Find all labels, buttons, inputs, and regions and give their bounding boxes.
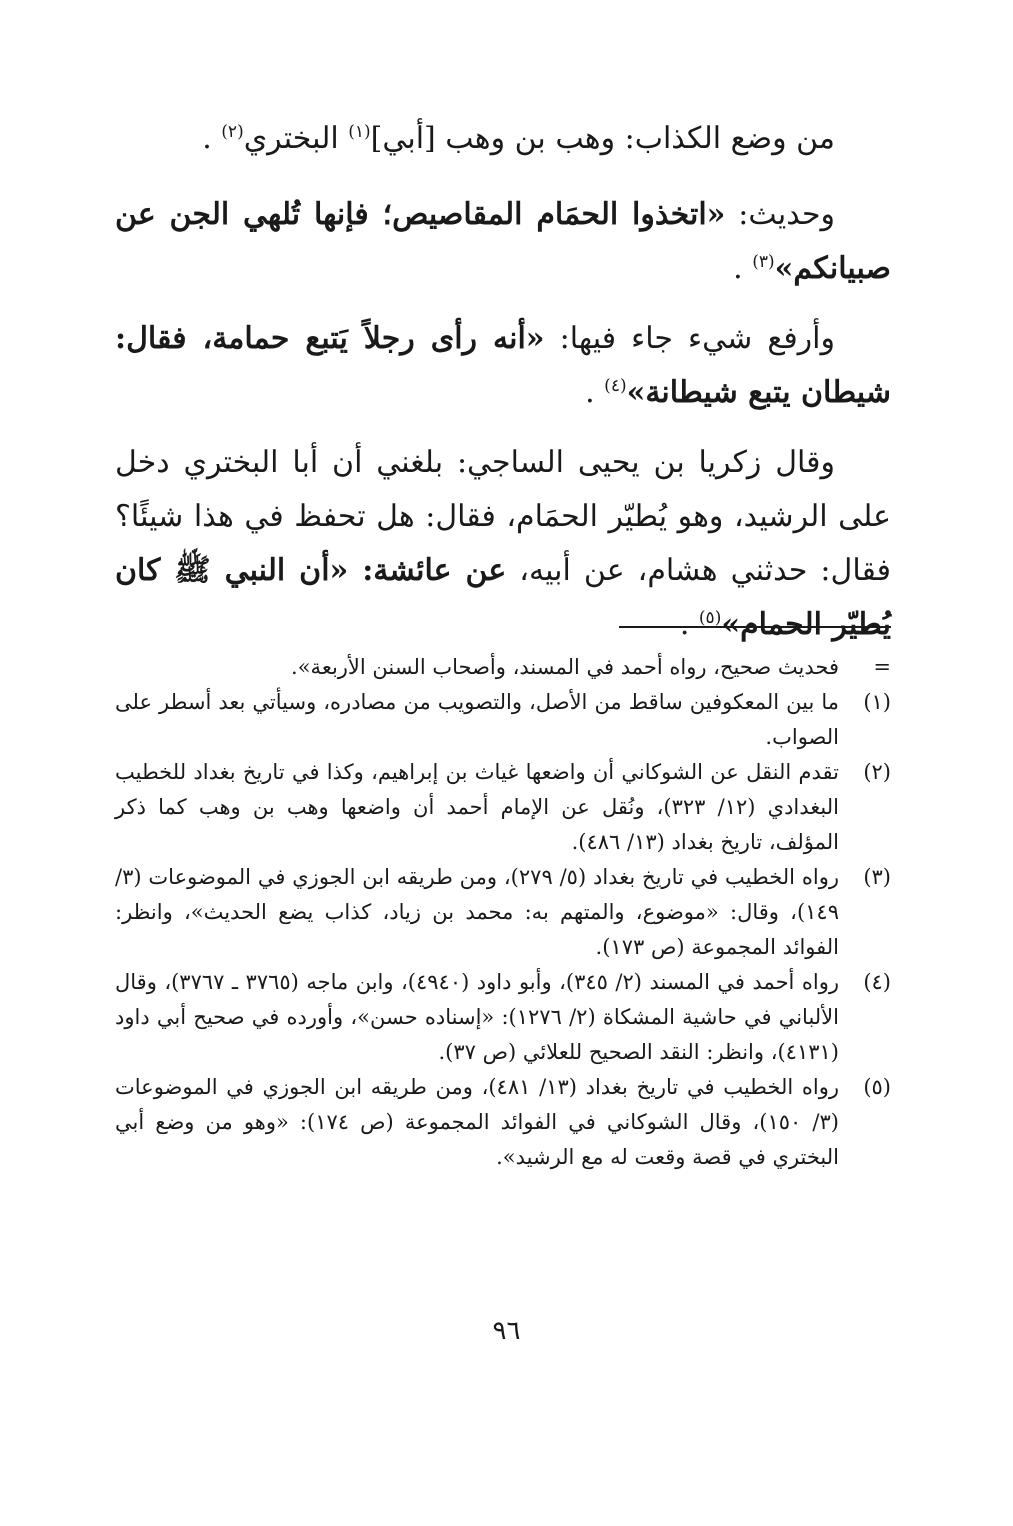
paragraph-4-end: . — [679, 607, 699, 642]
paragraph-3-lead: وأرفع شيء جاء فيها: — [544, 321, 835, 356]
footnote-2 — [115, 755, 891, 860]
footnote-number: (١) — [863, 690, 891, 714]
paragraph-1-text: من وضع الكذاب: وهب بن وهب [أبي] — [370, 121, 835, 156]
footnote-text: تقدم النقل عن الشوكاني أن واضعها غياث بن إبراهيم، وكذا في تاريخ بغداد للخطيب البغدادي (١٢/ ٣٢٣)، ونُقل عن الإمام أحمد أن واضعها وهب بن وهب كما ذكر المؤلف، تاريخ بغداد (١٣/ ٤٨٦). — [115, 760, 839, 854]
footnote-ref-5: (٥) — [698, 608, 722, 628]
footnote-ref-2: (٢) — [221, 122, 244, 142]
footnote-ref-1: (١) — [348, 122, 371, 142]
footnotes — [115, 650, 891, 1175]
footnote-text: رواه أحمد في المسند (٢/ ٣٤٥)، وأبو داود (٤٩٤٠)، وابن ماجه (٣٧٦٥ ـ ٣٧٦٧)، وقال الألباني في حاشية المشكاة (٢/ ١٢٧٦): «إسناده حسن»، وأورده في صحيح أبي داود (٤١٣١)، وانظر: النقد الصحيح للعلائي (ص ٣٧). — [115, 970, 839, 1064]
footnote-text: رواه الخطيب في تاريخ بغداد (٥/ ٢٧٩)، ومن طريقه ابن الجوزي في الموضوعات (٣/ ١٤٩)، وقال: «موضوع، والمتهم به: محمد بن زياد، كذاب يضع الحديث»، وانظر: الفوائد المجموعة (ص ١٧٣). — [115, 865, 839, 959]
paragraph-3-end: . — [585, 375, 605, 410]
paragraph-2 — [115, 188, 891, 296]
footnote-ref-3: (٣) — [752, 252, 775, 272]
footnote-1 — [115, 685, 891, 755]
footnote-number: (٣) — [863, 865, 891, 889]
hadith-quote-1: «اتخذوا الحمَام المقاصيص؛ فإنها تُلهي الجن عن صبيانكم» — [115, 197, 891, 286]
footnote-continuation — [115, 650, 891, 685]
paragraph-2-end: . — [733, 251, 753, 286]
footnote-ref-4: (٤) — [604, 376, 627, 396]
footnote-5 — [115, 1070, 891, 1175]
page-number: ٩٦ — [492, 1316, 521, 1346]
paragraph-1-end: . — [202, 121, 222, 156]
footnote-text: فحديث صحيح، رواه أحمد في المسند، وأصحاب السنن الأربعة». — [291, 655, 839, 679]
paragraph-1-text-2: البختري — [243, 121, 349, 156]
paragraph-1 — [115, 112, 891, 166]
footnote-number: (٢) — [863, 760, 891, 784]
footnote-number: (٤) — [863, 970, 891, 994]
footnote-separator — [619, 626, 891, 628]
footnote-text: رواه الخطيب في تاريخ بغداد (١٣/ ٤٨١)، ومن طريقه ابن الجوزي في الموضوعات (٣/ ١٥٠)، وقال الشوكاني في الفوائد المجموعة (ص ١٧٤): «وهو من وضع أبي البختري في قصة وقعت له مع الرشيد». — [115, 1075, 839, 1169]
hadith-quote-3: عن عائشة: «أن النبي ﷺ كان يُطيّر الحمام» — [115, 553, 891, 642]
footnote-text: ما بين المعكوفين ساقط من الأصل، والتصويب من مصادره، وسيأتي بعد أسطر على الصواب. — [115, 690, 839, 749]
paragraph-4-lead: وقال زكريا بن يحيى الساجي: بلغني أن أبا البختري دخل على الرشيد، وهو يُطيّر الحمَام، فقال: هل تحفظ في هذا شيئًا؟ فقال: حدثني هشام، عن أبيه، — [115, 445, 891, 588]
footnote-number: = — [873, 655, 891, 679]
footnote-number: (٥) — [863, 1075, 891, 1099]
footnote-3 — [115, 860, 891, 965]
paragraph-2-lead: وحديث: — [725, 197, 836, 232]
paragraph-4 — [115, 436, 891, 652]
hadith-quote-2: «أنه رأى رجلاً يَتبع حمامة، فقال: شيطان يتبع شيطانة» — [115, 321, 891, 410]
main-text — [115, 112, 891, 668]
footnote-4 — [115, 965, 891, 1070]
paragraph-3 — [115, 312, 891, 420]
